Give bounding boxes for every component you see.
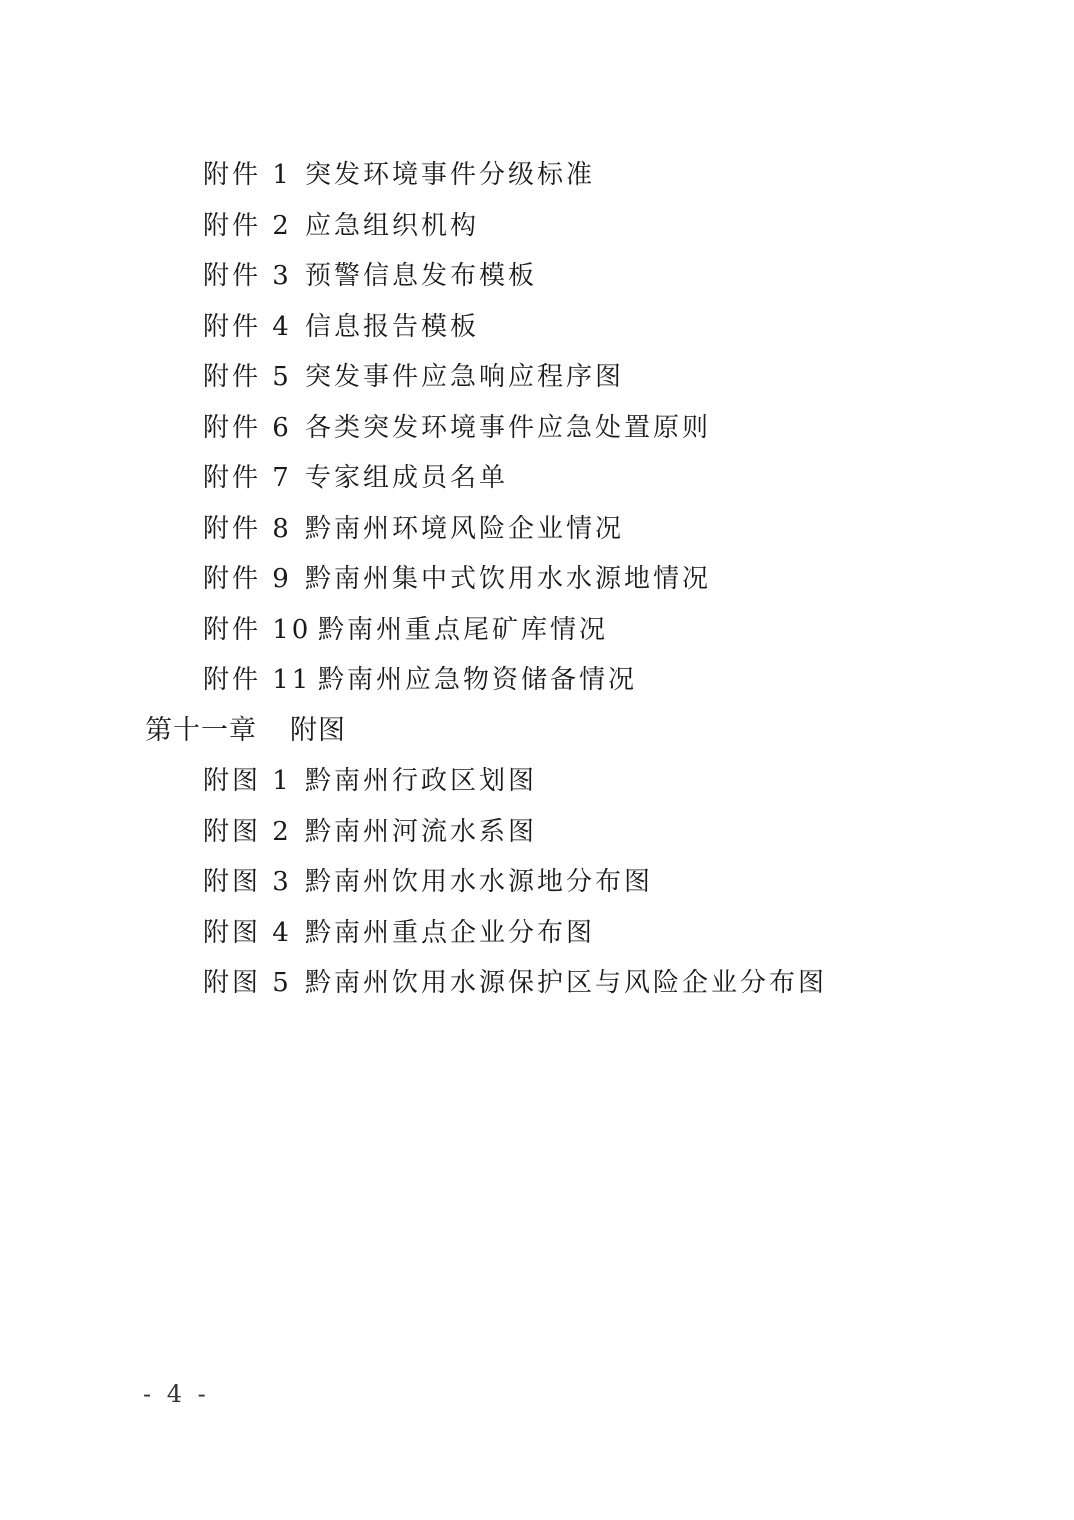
figure-number: 附图 4 [203,917,292,948]
attachment-title: 信息报告模板 [305,311,480,342]
figure-number: 附图 1 [203,766,292,796]
figure-number: 附图 2 [203,816,292,847]
figure-entry-2 [0,807,1074,858]
figure-title: 黔南州饮用水水源地分布图 [305,867,654,897]
table-of-contents [0,150,1074,1009]
figure-entry-4 [0,908,1074,959]
attachment-entry-1 [0,150,1074,201]
attachment-number: 附件 6 [203,412,292,443]
attachment-number: 附件 8 [203,513,292,544]
figure-title: 黔南州行政区划图 [305,766,538,796]
figure-title: 黔南州饮用水源保护区与风险企业分布图 [305,968,828,998]
figure-title: 黔南州河流水系图 [305,816,538,847]
attachment-number: 附件 2 [203,210,292,241]
attachment-title: 各类突发环境事件应急处置原则 [305,412,712,443]
attachment-number: 附件 7 [203,463,292,493]
attachment-entry-6 [0,403,1074,454]
attachment-title: 预警信息发布模板 [305,261,538,291]
attachment-number: 附件 10 [203,614,312,645]
attachment-entry-11 [0,655,1074,706]
attachment-entry-4 [0,302,1074,353]
attachment-title: 应急组织机构 [305,210,480,241]
attachment-entry-7 [0,453,1074,504]
attachment-title: 黔南州环境风险企业情况 [305,513,625,544]
attachment-entry-9 [0,554,1074,605]
figure-entry-1 [0,756,1074,807]
figure-entry-5 [0,958,1074,1009]
attachment-entry-3 [0,251,1074,302]
attachment-entry-2 [0,201,1074,252]
attachment-entry-5 [0,352,1074,403]
figure-entry-3 [0,857,1074,908]
attachment-title: 突发环境事件分级标准 [305,160,596,190]
attachment-number: 附件 4 [203,311,292,342]
chapter-heading [0,706,1074,757]
attachment-entry-8 [0,504,1074,555]
figure-title: 黔南州重点企业分布图 [305,917,596,948]
chapter-title: 附图 [290,714,346,746]
attachment-title: 黔南州应急物资储备情况 [318,665,638,695]
attachment-title: 专家组成员名单 [305,463,509,493]
chapter-number: 第十一章 [145,714,257,746]
page-number: - 4 - [143,1380,210,1408]
attachment-number: 附件 9 [203,564,292,594]
attachment-number: 附件 3 [203,261,292,291]
attachment-number: 附件 5 [203,362,292,392]
figure-number: 附图 3 [203,867,292,897]
figure-number: 附图 5 [203,968,292,998]
attachment-title: 突发事件应急响应程序图 [305,362,625,392]
attachment-entry-10 [0,605,1074,656]
attachment-number: 附件 1 [203,160,292,190]
attachment-title: 黔南州集中式饮用水水源地情况 [305,564,712,594]
attachment-number: 附件 11 [203,665,312,695]
attachment-title: 黔南州重点尾矿库情况 [318,614,609,645]
